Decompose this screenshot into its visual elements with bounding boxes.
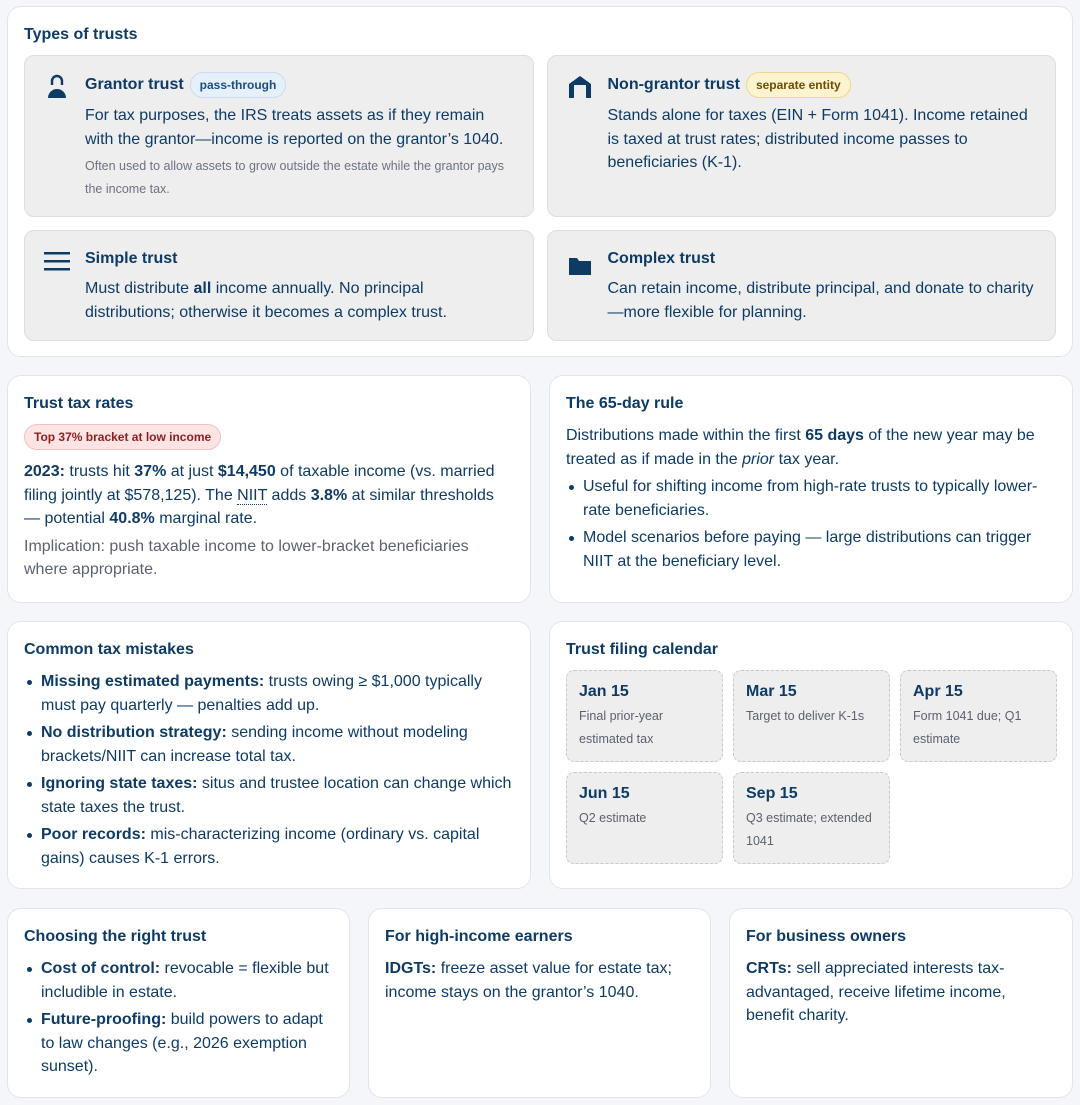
house-icon	[566, 72, 594, 202]
highincome-text: IDGTs: freeze asset value for estate tax; income stays on the grantor’s 1040.	[385, 960, 672, 1001]
list-item: No distribution strategy: sending income without modeling brackets/NIIT can increase total tax.	[24, 721, 514, 768]
high-income-earners-card	[368, 908, 711, 1098]
grantor-trust-name: Grantor trust	[85, 76, 184, 93]
simple-trust-box	[24, 230, 534, 341]
choosing-right-trust-card	[7, 908, 350, 1098]
non-grantor-trust-box	[547, 55, 1057, 217]
calendar-entry-apr15: Apr 15 Form 1041 due; Q1 estimate	[900, 670, 1057, 762]
complex-trust-text: Can retain income, distribute principal, and donate to charity—more flexible for planning.	[607, 280, 1034, 321]
list-item: Poor records: mis-characterizing income (ordinary vs. capital gains) causes K-1 errors.	[24, 823, 514, 870]
calendar-entry-mar15: Mar 15 Target to deliver K-1s	[733, 670, 890, 762]
mistakes-title: Common tax mistakes	[24, 641, 194, 658]
rule65-text: Distributions made within the first 65 days of the new year may be treated as if made in the prior tax year.	[566, 427, 1035, 468]
mistakes-list	[24, 670, 514, 870]
separate-entity-badge: separate entity	[746, 72, 851, 98]
niit-abbr: NIIT	[237, 486, 268, 504]
business-title: For business owners	[746, 928, 907, 945]
rule65-bullets	[566, 475, 1056, 573]
65-day-rule-card	[549, 375, 1073, 603]
pass-through-badge: pass-through	[190, 72, 287, 98]
list-item: Missing estimated payments: trusts owing ≥ $1,000 typically must pay quarterly — penalties add up.	[24, 670, 514, 717]
list-item: Useful for shifting income from high-rate trusts to typically lower-rate beneficiaries.	[566, 475, 1056, 522]
simple-trust-text: Must distribute all income annually. No principal distributions; otherwise it becomes a complex trust.	[85, 280, 447, 321]
business-owners-card	[729, 908, 1073, 1098]
menu-lines-icon	[43, 247, 71, 326]
folder-icon	[566, 247, 594, 326]
rates-text: 2023: trusts hit 37% at just $14,450 of taxable income (vs. married filing jointly at $578,125). The NIIT adds 3.8% at similar thresholds — potential 40.8% marginal rate.	[24, 463, 495, 527]
list-item: Cost of control: revocable = flexible but includible in estate.	[24, 957, 333, 1004]
choosing-title: Choosing the right trust	[24, 928, 207, 945]
non-grantor-trust-text: Stands alone for taxes (EIN + Form 1041). Income retained is taxed at trust rates; distributed income passes to beneficiaries (K-1).	[607, 107, 1028, 171]
calendar-grid	[566, 670, 1056, 864]
trust-tax-rates-card	[7, 375, 531, 603]
grantor-trust-text: For tax purposes, the IRS treats assets as if they remain with the grantor—income is reported on the grantor’s 1040.	[85, 107, 504, 148]
non-grantor-trust-name: Non-grantor trust	[607, 76, 740, 93]
types-of-trusts-card	[7, 6, 1073, 357]
rates-implication: Implication: push taxable income to lower-bracket beneficiaries where appropriate.	[24, 537, 469, 578]
highincome-title: For high-income earners	[385, 928, 573, 945]
simple-trust-name: Simple trust	[85, 250, 178, 267]
list-item: Future-proofing: build powers to adapt to law changes (e.g., 2026 exemption sunset).	[24, 1008, 333, 1079]
calendar-entry-jun15: Jun 15 Q2 estimate	[566, 772, 723, 864]
calendar-title: Trust filing calendar	[566, 641, 719, 658]
grantor-trust-note: Often used to allow assets to grow outside the estate while the grantor pays the income tax.	[85, 159, 504, 196]
types-title: Types of trusts	[24, 26, 138, 43]
choosing-list	[24, 957, 333, 1079]
calendar-entry-jan15: Jan 15 Final prior-year estimated tax	[566, 670, 723, 762]
complex-trust-name: Complex trust	[607, 250, 716, 267]
business-text: CRTs: sell appreciated interests tax-advantaged, receive lifetime income, benefit charity.	[746, 960, 1006, 1024]
rates-title: Trust tax rates	[24, 395, 134, 412]
grantor-trust-box	[24, 55, 534, 217]
trust-filing-calendar-card	[549, 621, 1073, 889]
rule65-title: The 65-day rule	[566, 395, 684, 412]
list-item: Model scenarios before paying — large distributions can trigger NIIT at the beneficiary level.	[566, 526, 1056, 573]
common-tax-mistakes-card	[7, 621, 531, 889]
complex-trust-box	[547, 230, 1057, 341]
types-grid	[24, 55, 1056, 341]
lock-icon	[43, 72, 71, 202]
list-item: Ignoring state taxes: situs and trustee location can change which state taxes the trust.	[24, 772, 514, 819]
top-bracket-badge: Top 37% bracket at low income	[24, 424, 221, 450]
calendar-entry-sep15: Sep 15 Q3 estimate; extended 1041	[733, 772, 890, 864]
